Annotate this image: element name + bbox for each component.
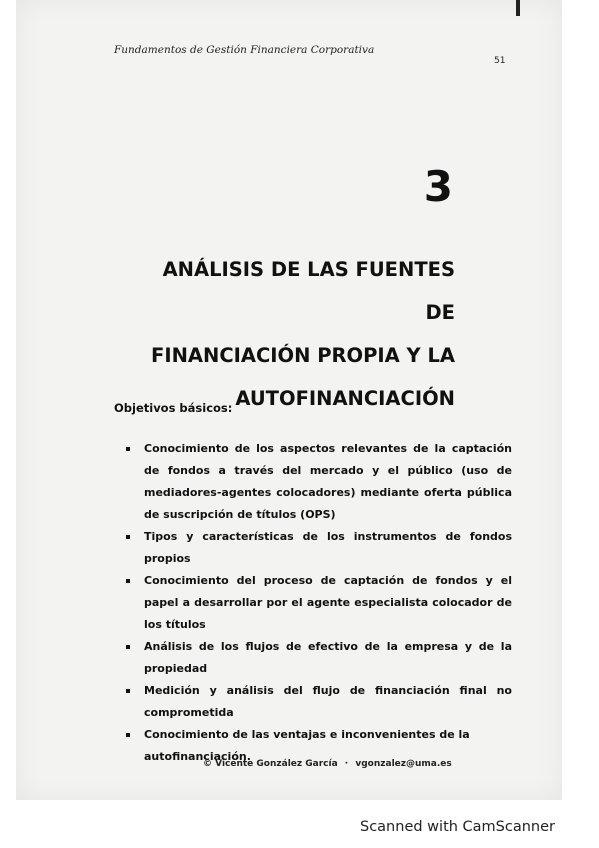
bullet-icon [126, 733, 130, 737]
running-header-title: Fundamentos de Gestión Financiera Corporativa [114, 44, 375, 56]
bullet-icon [126, 579, 130, 583]
footer-email: vgonzalez@uma.es [355, 759, 452, 769]
footer-author: © Vicente González García [203, 759, 338, 769]
page-corner-mark [516, 0, 520, 16]
camscanner-watermark: Scanned with CamScanner [360, 819, 556, 835]
list-item [126, 636, 512, 680]
objective-text: Conocimiento de los aspectos relevantes de la captación de fondos a través del mercado y el público (uso de mediadores-agentes colocadores) mediante oferta pública de suscripción de títulos (OPS) [144, 442, 512, 521]
objectives-heading: Objetivos básicos: [114, 401, 233, 415]
chapter-title-line: FINANCIACIÓN PROPIA Y LA [151, 344, 455, 367]
bullet-icon [126, 645, 130, 649]
chapter-title [135, 248, 455, 420]
list-item [126, 680, 512, 724]
objective-text: Conocimiento del proceso de captación de fondos y el papel a desarrollar por el agente especialista colocador de los títulos [144, 574, 512, 631]
list-item [126, 570, 512, 636]
chapter-title-line: ANÁLISIS DE LAS FUENTES DE [162, 258, 455, 324]
page-number: 51 [494, 56, 506, 66]
list-item [126, 526, 512, 570]
bullet-icon [126, 689, 130, 693]
objective-text: Análisis de los flujos de efectivo de la empresa y de la propiedad [144, 640, 512, 675]
list-item [126, 438, 512, 526]
chapter-number: 3 [423, 162, 453, 211]
chapter-title-line: AUTOFINANCIACIÓN [235, 387, 455, 410]
bullet-icon [126, 535, 130, 539]
objectives-list [126, 438, 512, 768]
footer-separator: · [344, 759, 349, 769]
objective-text: Medición y análisis del flujo de financiación final no comprometida [144, 684, 512, 719]
page-footer [203, 759, 452, 769]
bullet-icon [126, 447, 130, 451]
objective-text: Conocimiento de las ventajas e inconvenientes de la autofinanciación. [144, 728, 470, 763]
objective-text: Tipos y características de los instrumentos de fondos propios [144, 530, 512, 565]
scanned-page [16, 0, 562, 800]
